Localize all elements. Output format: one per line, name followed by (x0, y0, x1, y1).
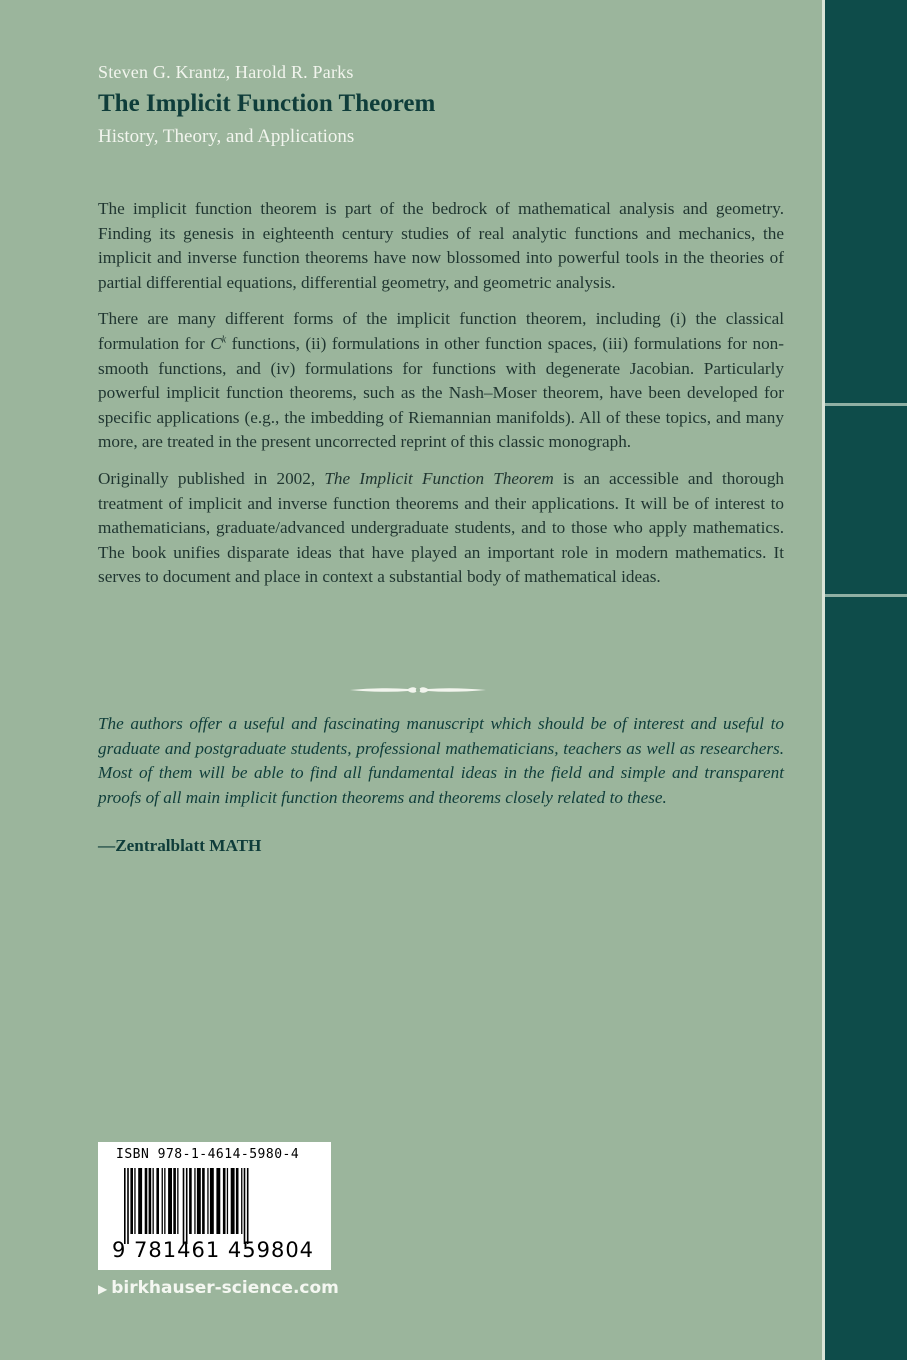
publisher-website[interactable] (98, 1278, 339, 1298)
paragraph-3-text: Originally published in 2002, (98, 468, 325, 488)
barcode-bar (207, 1168, 208, 1234)
barcode-bar (197, 1168, 201, 1234)
barcode-bar (186, 1168, 188, 1244)
barcode-bar (124, 1168, 126, 1244)
paragraph-3 (98, 467, 784, 590)
barcode-bar (227, 1168, 228, 1234)
barcode-bar (210, 1168, 214, 1234)
book-spine (822, 0, 907, 1360)
barcode-bars (122, 1168, 318, 1244)
barcode-bar (189, 1168, 192, 1234)
barcode-bar (162, 1168, 163, 1234)
book-subtitle: History, Theory, and Applications (98, 126, 355, 147)
isbn-label: ISBN 978-1-4614-5980-4 (116, 1147, 300, 1162)
barcode-bar (149, 1168, 152, 1234)
authors: Steven G. Krantz, Harold R. Parks (98, 62, 354, 82)
barcode-bar (231, 1168, 235, 1234)
barcode-bar (168, 1168, 172, 1234)
description (98, 197, 784, 602)
paragraph-3-text-cont: is an accessible and thorough treatment of implicit and inverse function theorems and their applications. It will be of interest to mathematicians, graduate/advanced undergraduate students, and to those who apply mathematics. The book unifies disparate ideas that have played an important role in modern mathematics. It serves to document and place in context a substantial body of mathematical ideas. (98, 468, 785, 587)
barcode-bar (164, 1168, 165, 1234)
barcode-bar (127, 1168, 129, 1244)
ean-digits: 9 781461 459804 (112, 1238, 315, 1262)
book-title: The Implicit Function Theorem (98, 90, 436, 117)
ck-symbol: C (210, 333, 222, 353)
review-source: —Zentralblatt MATH (98, 836, 262, 855)
barcode-bar (138, 1168, 142, 1234)
paragraph-2 (98, 307, 784, 455)
ornament-divider (348, 683, 488, 697)
barcode-bar (177, 1168, 178, 1234)
paragraph-2-text-cont: functions, (ii) formulations in other function spaces, (iii) formulations for non-smooth functions, and (iv) formulations for functions with degenerate Jacobian. Particularly powerful implicit function theorems, such as the Nash–Moser theorem, have been developed for specific applications (e.g., the imbedding of Riemannian manifolds). All of these topics, and many more, are treated in the present uncorrected reprint of this classic monograph. (98, 333, 785, 452)
paragraph-1: The implicit function theorem is part of the bedrock of mathematical analysis and geometry. Finding its genesis in eighteenth century studies of real analytic functions and mechanics, the implicit and inverse function theorems have now blossomed into powerful tools in the theories of partial differential equations, differential geometry, and geometric analysis. (98, 199, 784, 292)
paragraph-3-book-title: The Implicit Function Theorem (324, 468, 554, 488)
barcode-bar (202, 1168, 205, 1234)
spine-divider (825, 594, 907, 597)
spine-divider (825, 403, 907, 406)
barcode-bar (241, 1168, 242, 1234)
paragraph-2-text: There are many different forms of the implicit function theorem, including (i) the classical formulation for (98, 309, 784, 353)
barcode-bar (244, 1168, 246, 1244)
barcode-bar (194, 1168, 195, 1234)
barcode-bar (223, 1168, 226, 1234)
barcode-bar (183, 1168, 185, 1244)
barcode-bar (216, 1168, 220, 1234)
barcode-bar (236, 1168, 239, 1234)
ck-exponent: k (221, 334, 227, 346)
barcode-bar (145, 1168, 148, 1234)
website-url: birkhauser-science.com (111, 1278, 339, 1298)
barcode-bar (134, 1168, 135, 1234)
arrow-right-icon: ▶ (98, 1282, 108, 1296)
barcode (98, 1142, 331, 1270)
barcode-bar (130, 1168, 133, 1234)
barcode-bar (247, 1168, 249, 1244)
barcode-bar (173, 1168, 176, 1234)
review-quote: The authors offer a useful and fascinating manuscript which should be of interest and useful to graduate and postgraduate students, professional mathematicians, teachers as well as researchers. Most of them will be able to find all fundamental ideas in the field and simple and transparent proofs of all main implicit function theorems and theorems closely related to these. (98, 714, 784, 807)
barcode-bar (153, 1168, 154, 1234)
barcode-bar (156, 1168, 159, 1234)
